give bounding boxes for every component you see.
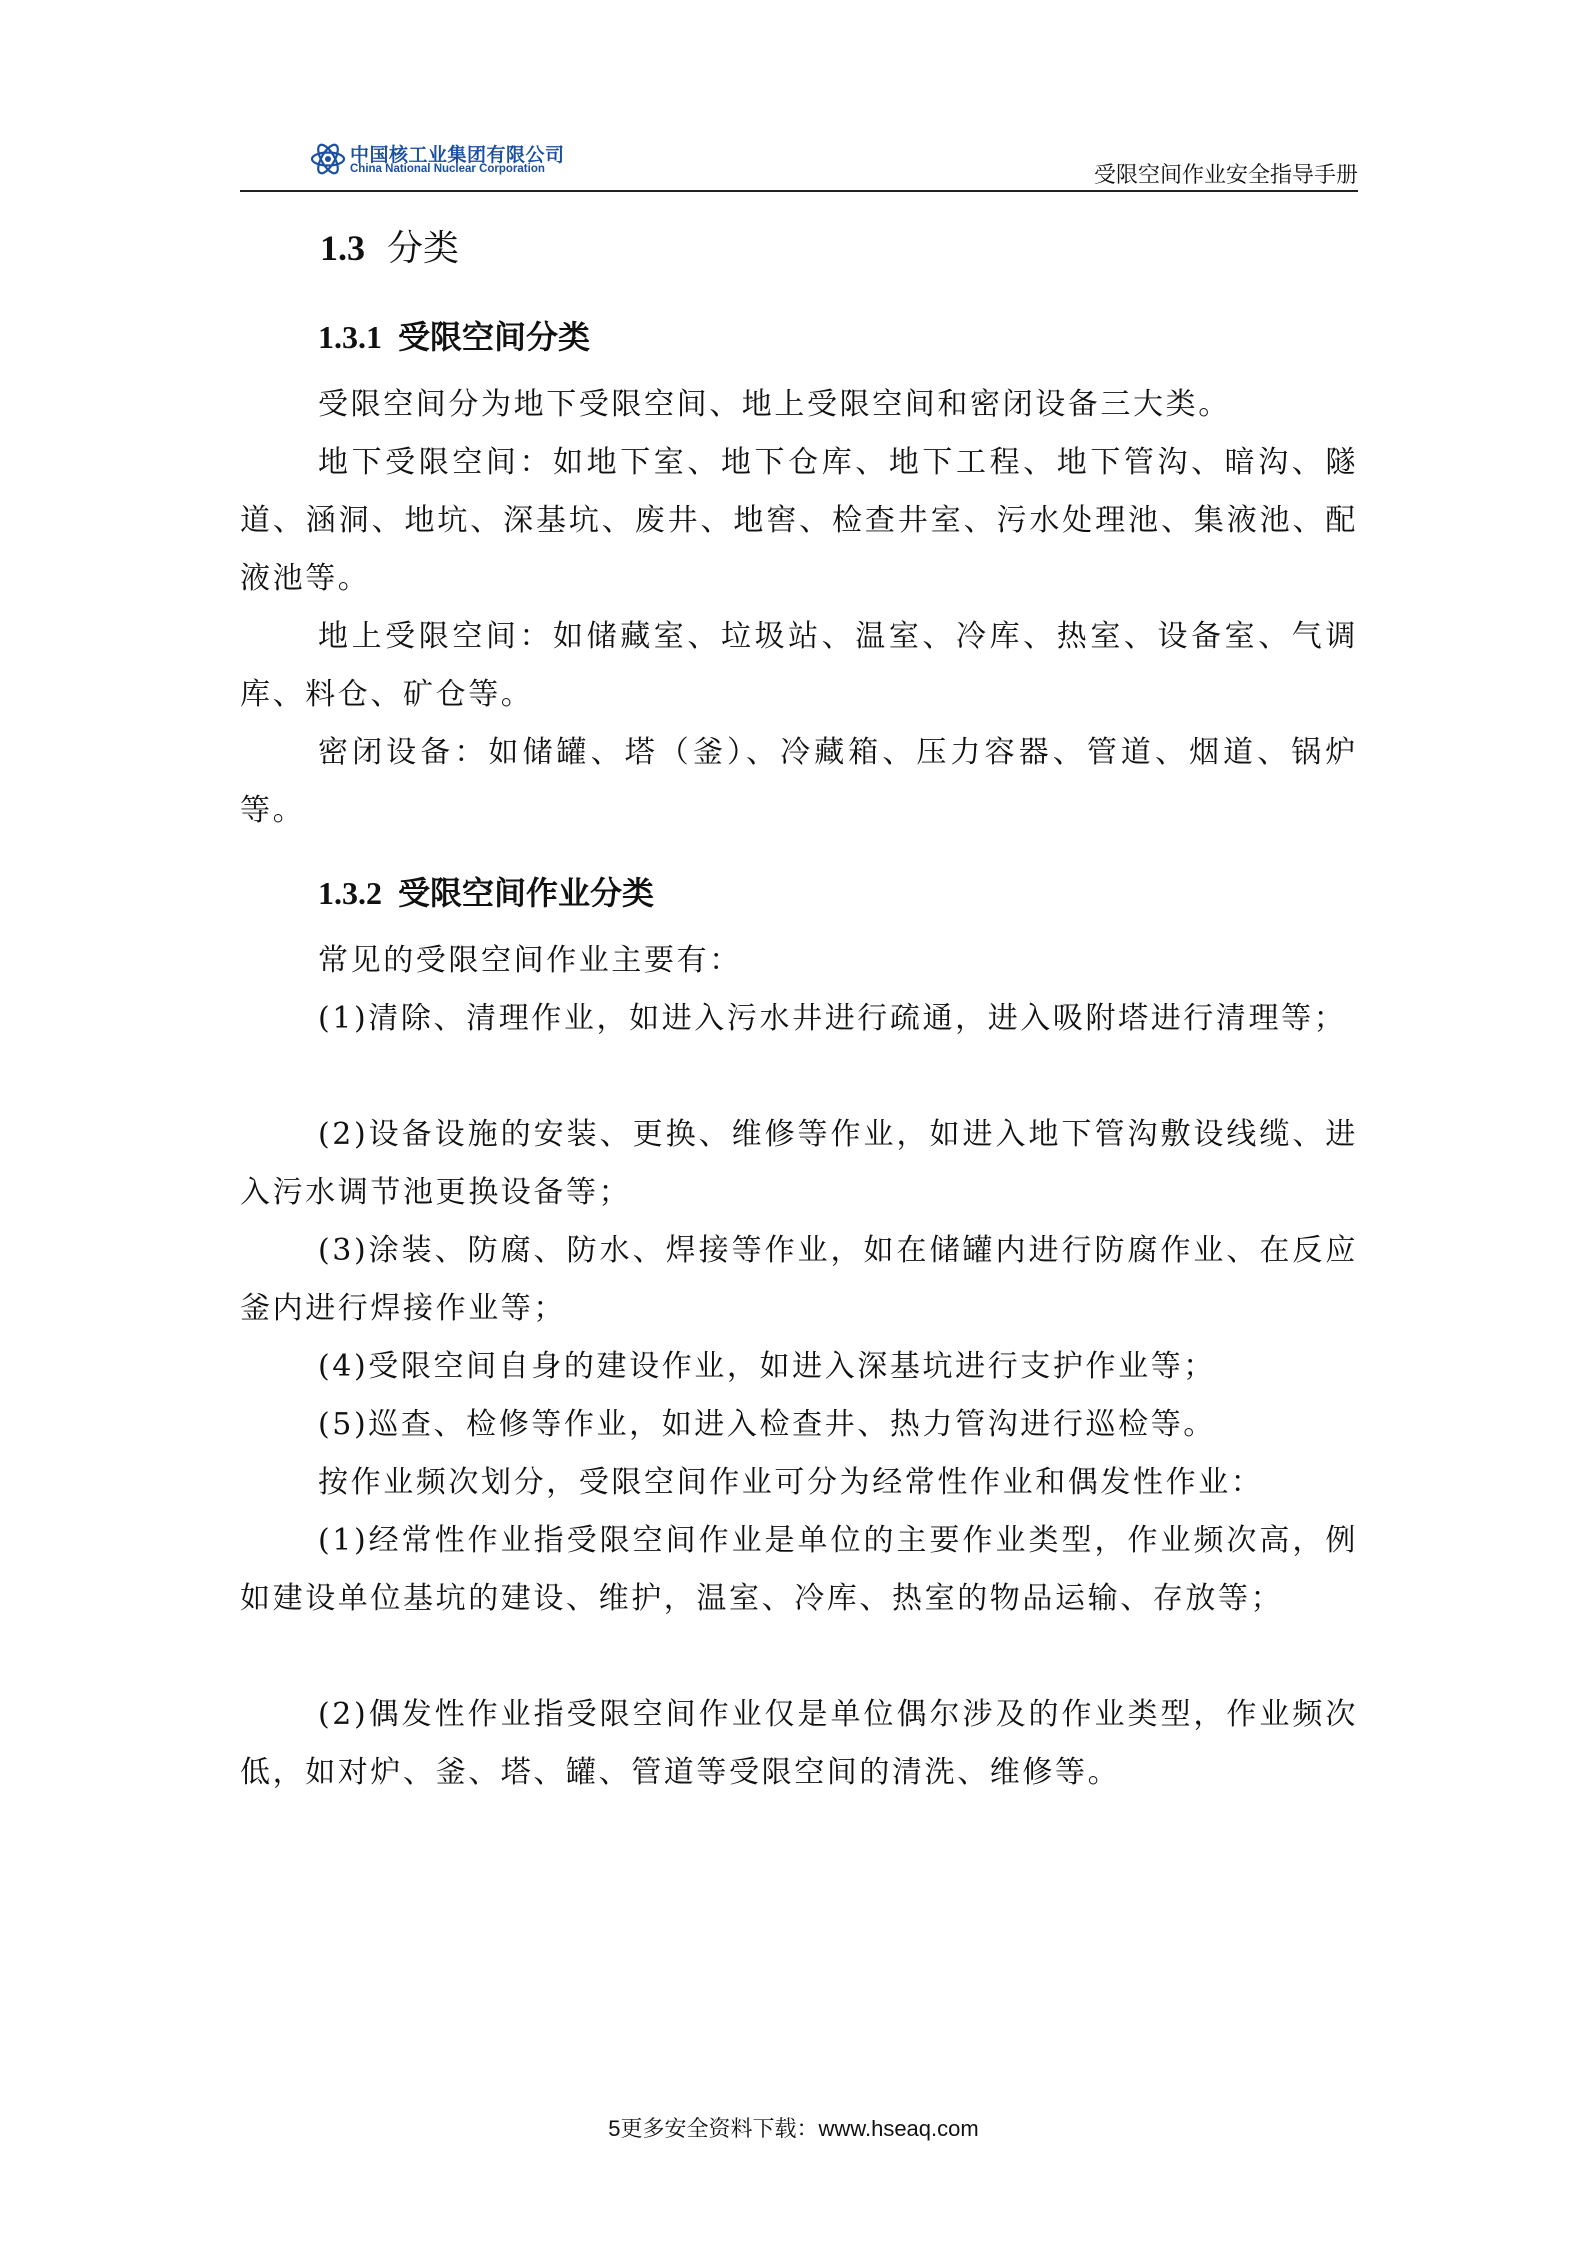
atom-logo-icon (310, 142, 346, 176)
page-header (240, 138, 1358, 192)
paragraph: 受限空间分为地下受限空间、地上受限空间和密闭设备三大类。 (318, 387, 1231, 422)
subsection-title: 受限空间作业分类 (398, 874, 655, 912)
list-item: (1)经常性作业指受限空间作业是单位的主要作业类型，作业频次高，例如建设单位基坑的建设、维护，温室、冷库、热室的物品运输、存放等； (240, 1523, 1358, 1616)
subsection-number: 1.3.2 (318, 875, 382, 911)
paragraph: 地下受限空间：如地下室、地下仓库、地下工程、地下管沟、暗沟、隧道、涵洞、地坑、深基坑、废井、地窖、检查井室、污水处理池、集液池、配液池等。 (240, 445, 1358, 596)
section-heading (320, 220, 459, 271)
document-title: 受限空间作业安全指导手册 (1093, 163, 1358, 188)
logo-chinese-name: 中国核工业集团有限公司 (350, 144, 565, 166)
logo-english-name: China National Nuclear Corporation (350, 163, 545, 175)
subsection-heading-2 (318, 868, 654, 914)
list-item: (5)巡查、检修等作业，如进入检查井、热力管沟进行巡检等。 (318, 1407, 1216, 1442)
subsection-heading-1 (318, 312, 590, 358)
list-item: (1)清除、清理作业，如进入污水井进行疏通，进入吸附塔进行清理等； (318, 1001, 1347, 1036)
section-title: 分类 (387, 228, 460, 269)
company-logo (310, 138, 570, 182)
list-item: (2)偶发性作业指受限空间作业仅是单位偶尔涉及的作业类型，作业频次低，如对炉、釜、塔、罐、管道等受限空间的清洗、维修等。 (240, 1697, 1358, 1790)
paragraph: 密闭设备：如储罐、塔（釜）、冷藏箱、压力容器、管道、烟道、锅炉等。 (240, 735, 1358, 828)
list-item: (3)涂装、防腐、防水、焊接等作业，如在储罐内进行防腐作业、在反应釜内进行焊接作业等； (240, 1233, 1358, 1326)
paragraph: 地上受限空间：如储藏室、垃圾站、温室、冷库、热室、设备室、气调库、料仓、矿仓等。 (240, 619, 1358, 712)
paragraph: 按作业频次划分，受限空间作业可分为经常性作业和偶发性作业： (318, 1465, 1264, 1500)
page-footer: 5更多安全资料下载：www.hseaq.com (608, 2116, 979, 2141)
list-item: (4)受限空间自身的建设作业，如进入深基坑进行支护作业等； (318, 1349, 1216, 1384)
paragraph: 常见的受限空间作业主要有： (318, 943, 742, 978)
list-item: (2)设备设施的安装、更换、维修等作业，如进入地下管沟敷设线缆、进入污水调节池更换设备等； (240, 1117, 1358, 1210)
section-number: 1.3 (320, 228, 365, 268)
subsection-title: 受限空间分类 (398, 318, 591, 356)
subsection-number: 1.3.1 (318, 319, 382, 355)
